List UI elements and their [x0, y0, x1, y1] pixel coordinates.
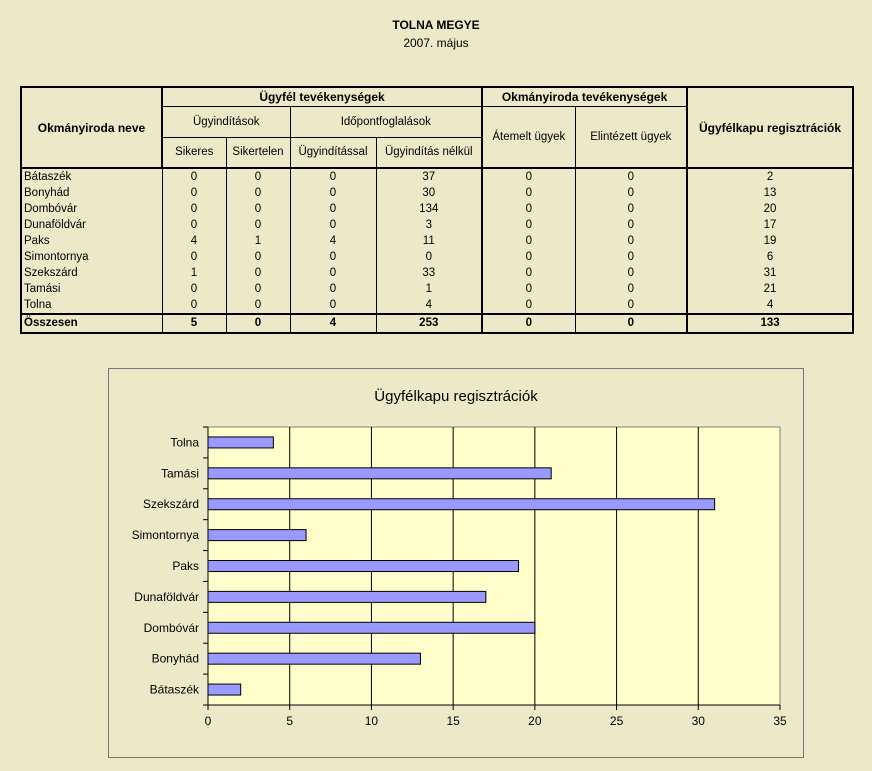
x-tick-label: 15 [446, 714, 460, 728]
value-cell: 0 [226, 249, 290, 265]
office-name-cell: Dombóvár [21, 201, 162, 217]
value-cell: 17 [687, 217, 853, 233]
table-row [21, 249, 853, 265]
value-cell: 0 [482, 185, 575, 201]
office-name-cell: Dunaföldvár [21, 217, 162, 233]
value-cell: 0 [575, 185, 687, 201]
table-row [21, 297, 853, 314]
value-cell: 0 [575, 265, 687, 281]
value-cell: 33 [376, 265, 482, 281]
bar [208, 530, 306, 541]
office-name-cell: Simontornya [21, 249, 162, 265]
x-tick-label: 20 [528, 714, 542, 728]
y-category-label: Paks [172, 559, 199, 573]
value-cell: 0 [482, 217, 575, 233]
table-total-row [21, 314, 853, 333]
office-name-cell: Tamási [21, 281, 162, 297]
value-cell: 30 [376, 185, 482, 201]
y-category-label: Dunaföldvár [134, 589, 199, 604]
value-cell: 19 [687, 233, 853, 249]
header-completed: Elintézett ügyek [575, 106, 687, 168]
value-cell: 0 [162, 281, 226, 297]
value-cell: 0 [226, 217, 290, 233]
value-cell: 0 [575, 297, 687, 314]
bar-chart [109, 369, 803, 757]
bar [208, 622, 535, 633]
page-title: TOLNA MEGYE [392, 18, 480, 32]
header-successful: Sikeres [162, 137, 226, 168]
page-subtitle: 2007. május [403, 36, 469, 50]
value-cell: 0 [226, 314, 290, 333]
value-cell: 0 [482, 233, 575, 249]
summary-table [20, 86, 854, 334]
office-name-cell: Paks [21, 233, 162, 249]
header-case-starts: Ügyindítások [162, 106, 290, 137]
y-category-label: Dombóvár [143, 620, 199, 635]
value-cell: 4 [687, 297, 853, 314]
x-tick-label: 5 [286, 714, 294, 728]
x-tick-label: 30 [691, 714, 705, 728]
value-cell: 0 [376, 249, 482, 265]
value-cell: 6 [687, 249, 853, 265]
table-row [21, 201, 853, 217]
chart-area [108, 368, 804, 758]
value-cell: 0 [290, 217, 376, 233]
value-cell: 0 [226, 201, 290, 217]
value-cell: 0 [482, 265, 575, 281]
value-cell: 0 [482, 281, 575, 297]
value-cell: 1 [376, 281, 482, 297]
bar [208, 591, 486, 602]
bar [208, 653, 420, 664]
header-office-name: Okmányiroda neve [21, 87, 162, 168]
value-cell: 0 [575, 217, 687, 233]
value-cell: 11 [376, 233, 482, 249]
value-cell: 0 [226, 168, 290, 185]
bar [208, 684, 241, 695]
y-category-label: Bonyhád [151, 651, 199, 666]
header-appointments: Időpontfoglalások [290, 106, 482, 137]
value-cell: 31 [687, 265, 853, 281]
value-cell: 0 [162, 185, 226, 201]
office-name-cell: Összesen [21, 314, 162, 333]
value-cell: 0 [290, 265, 376, 281]
chart-title: Ügyfélkapu regisztrációk [374, 388, 538, 405]
header-with-case-start: Ügyindítással [290, 137, 376, 168]
value-cell: 13 [687, 185, 853, 201]
value-cell: 0 [575, 201, 687, 217]
value-cell: 37 [376, 168, 482, 185]
value-cell: 0 [290, 281, 376, 297]
value-cell: 0 [482, 249, 575, 265]
header-without-case-start: Ügyindítás nélkül [376, 137, 482, 168]
value-cell: 0 [482, 314, 575, 333]
table-row [21, 265, 853, 281]
header-unsuccessful: Sikertelen [226, 137, 290, 168]
value-cell: 0 [575, 168, 687, 185]
value-cell: 0 [226, 265, 290, 281]
x-tick-label: 35 [773, 714, 787, 728]
header-transferred: Átemelt ügyek [482, 106, 575, 168]
value-cell: 2 [687, 168, 853, 185]
table-row [21, 185, 853, 201]
value-cell: 0 [575, 249, 687, 265]
value-cell: 0 [290, 297, 376, 314]
value-cell: 0 [226, 297, 290, 314]
value-cell: 0 [162, 217, 226, 233]
value-cell: 0 [226, 185, 290, 201]
value-cell: 21 [687, 281, 853, 297]
value-cell: 0 [290, 185, 376, 201]
table-row [21, 233, 853, 249]
value-cell: 5 [162, 314, 226, 333]
value-cell: 1 [226, 233, 290, 249]
value-cell: 0 [575, 314, 687, 333]
value-cell: 0 [482, 297, 575, 314]
value-cell: 0 [575, 281, 687, 297]
x-tick-label: 10 [364, 714, 379, 728]
y-category-label: Simontornya [131, 528, 199, 543]
value-cell: 4 [376, 297, 482, 314]
bar [208, 499, 715, 510]
value-cell: 0 [162, 297, 226, 314]
value-cell: 0 [162, 201, 226, 217]
value-cell: 0 [290, 201, 376, 217]
value-cell: 0 [162, 249, 226, 265]
header-client-activities: Ügyfél tevékenységek [162, 87, 482, 106]
header-office-activities: Okmányiroda tevékenységek [482, 87, 687, 106]
y-category-label: Tamási [160, 466, 199, 481]
y-category-label: Bátaszék [149, 682, 199, 697]
value-cell: 20 [687, 201, 853, 217]
office-name-cell: Szekszárd [21, 265, 162, 281]
bar [208, 437, 273, 448]
table-body [21, 168, 853, 333]
y-category-label: Tolna [170, 435, 199, 450]
value-cell: 3 [376, 217, 482, 233]
value-cell: 0 [290, 249, 376, 265]
table-row [21, 281, 853, 297]
value-cell: 253 [376, 314, 482, 333]
office-name-cell: Tolna [21, 297, 162, 314]
value-cell: 133 [687, 314, 853, 333]
table-row [21, 168, 853, 185]
header-portal-registrations: Ügyfélkapu regisztrációk [687, 87, 853, 168]
value-cell: 4 [290, 233, 376, 249]
office-name-cell: Bátaszék [21, 168, 162, 185]
value-cell: 0 [575, 233, 687, 249]
bar [208, 561, 519, 572]
table-row [21, 217, 853, 233]
office-name-cell: Bonyhád [21, 185, 162, 201]
x-tick-label: 0 [204, 714, 212, 728]
value-cell: 0 [482, 201, 575, 217]
value-cell: 0 [162, 168, 226, 185]
x-tick-label: 25 [609, 714, 624, 728]
value-cell: 4 [290, 314, 376, 333]
value-cell: 0 [290, 168, 376, 185]
value-cell: 0 [226, 281, 290, 297]
value-cell: 1 [162, 265, 226, 281]
value-cell: 4 [162, 233, 226, 249]
bar [208, 468, 551, 479]
y-category-label: Szekszárd [142, 497, 199, 512]
value-cell: 0 [482, 168, 575, 185]
value-cell: 134 [376, 201, 482, 217]
